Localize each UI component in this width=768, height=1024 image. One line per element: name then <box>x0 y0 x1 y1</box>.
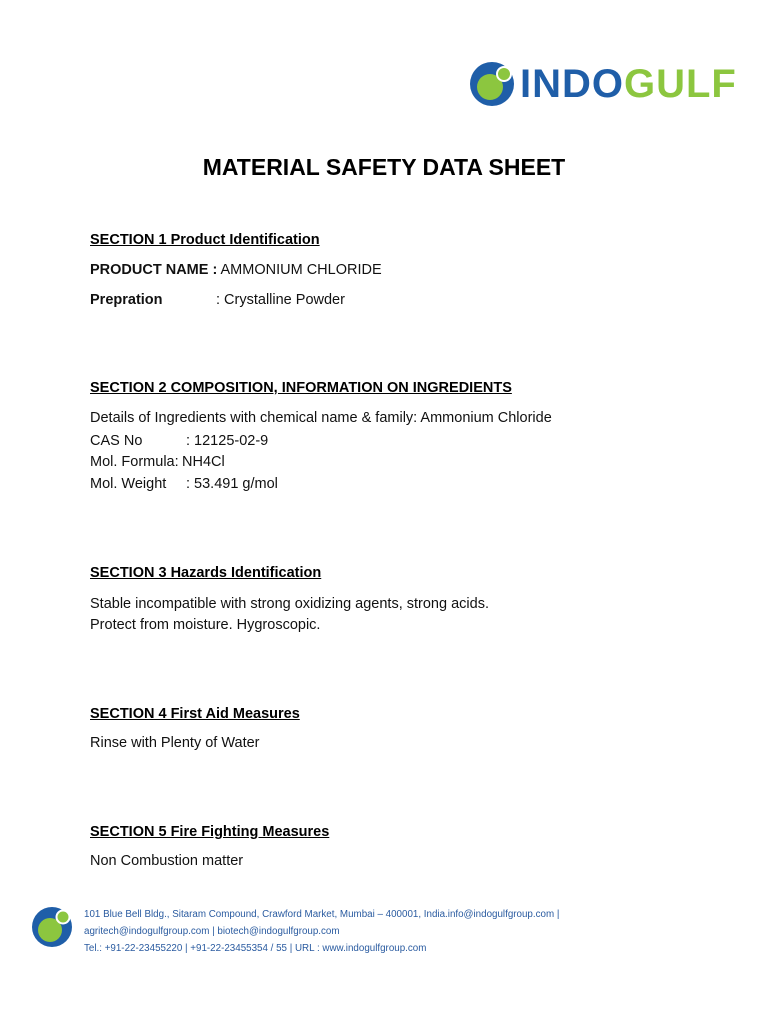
section2-heading: SECTION 2 COMPOSITION, INFORMATION ON INGREDIENTS <box>90 380 512 396</box>
formula-value: NH4Cl <box>182 454 225 470</box>
weight-row <box>90 476 278 492</box>
prepration-row <box>90 292 345 308</box>
section5-heading: SECTION 5 Fire Fighting Measures <box>90 824 330 840</box>
footer-address: 101 Blue Bell Bldg., Sitaram Compound, Crawford Market, Mumbai – 400001, India.info@indogulfgroup.com | <box>84 909 560 920</box>
product-name-row <box>90 262 382 278</box>
footer-phones-url: Tel.: +91-22-23455220 | +91-22-23455354 / 55 | URL : www.indogulfgroup.com <box>84 943 427 954</box>
product-name-value: AMMONIUM CHLORIDE <box>220 262 382 278</box>
section1-heading: SECTION 1 Product Identification <box>90 232 320 248</box>
footer-logo-icon <box>30 902 78 952</box>
prepration-label: Prepration <box>90 292 163 308</box>
hazards-line-2: Protect from moisture. Hygroscopic. <box>90 617 321 633</box>
section4-heading: SECTION 4 First Aid Measures <box>90 706 300 722</box>
cas-row <box>90 433 268 449</box>
hazards-line-1: Stable incompatible with strong oxidizing agents, strong acids. <box>90 596 489 612</box>
section3-heading: SECTION 3 Hazards Identification <box>90 565 322 581</box>
first-aid-line-1: Rinse with Plenty of Water <box>90 735 260 751</box>
formula-row <box>90 454 225 470</box>
ingredients-details: Details of Ingredients with chemical name & family: Ammonium Chloride <box>90 410 552 426</box>
fire-fighting-line-1: Non Combustion matter <box>90 853 244 869</box>
formula-label: Mol. Formula: <box>90 454 179 470</box>
page-title: MATERIAL SAFETY DATA SHEET <box>202 154 566 180</box>
indogulf-logo <box>468 56 748 112</box>
logo-wordmark: INDOGULF <box>520 62 737 106</box>
footer <box>30 902 750 958</box>
logo-mark-icon <box>468 56 520 112</box>
product-name-label: PRODUCT NAME : <box>90 262 218 278</box>
prepration-value: : Crystalline Powder <box>216 292 345 308</box>
footer-contact <box>84 906 559 957</box>
weight-value: : 53.491 g/mol <box>186 476 278 492</box>
cas-value: : 12125-02-9 <box>186 433 269 449</box>
footer-emails: agritech@indogulfgroup.com | biotech@indogulfgroup.com <box>84 926 340 937</box>
weight-label: Mol. Weight <box>90 476 167 492</box>
cas-label: CAS No <box>90 433 143 449</box>
